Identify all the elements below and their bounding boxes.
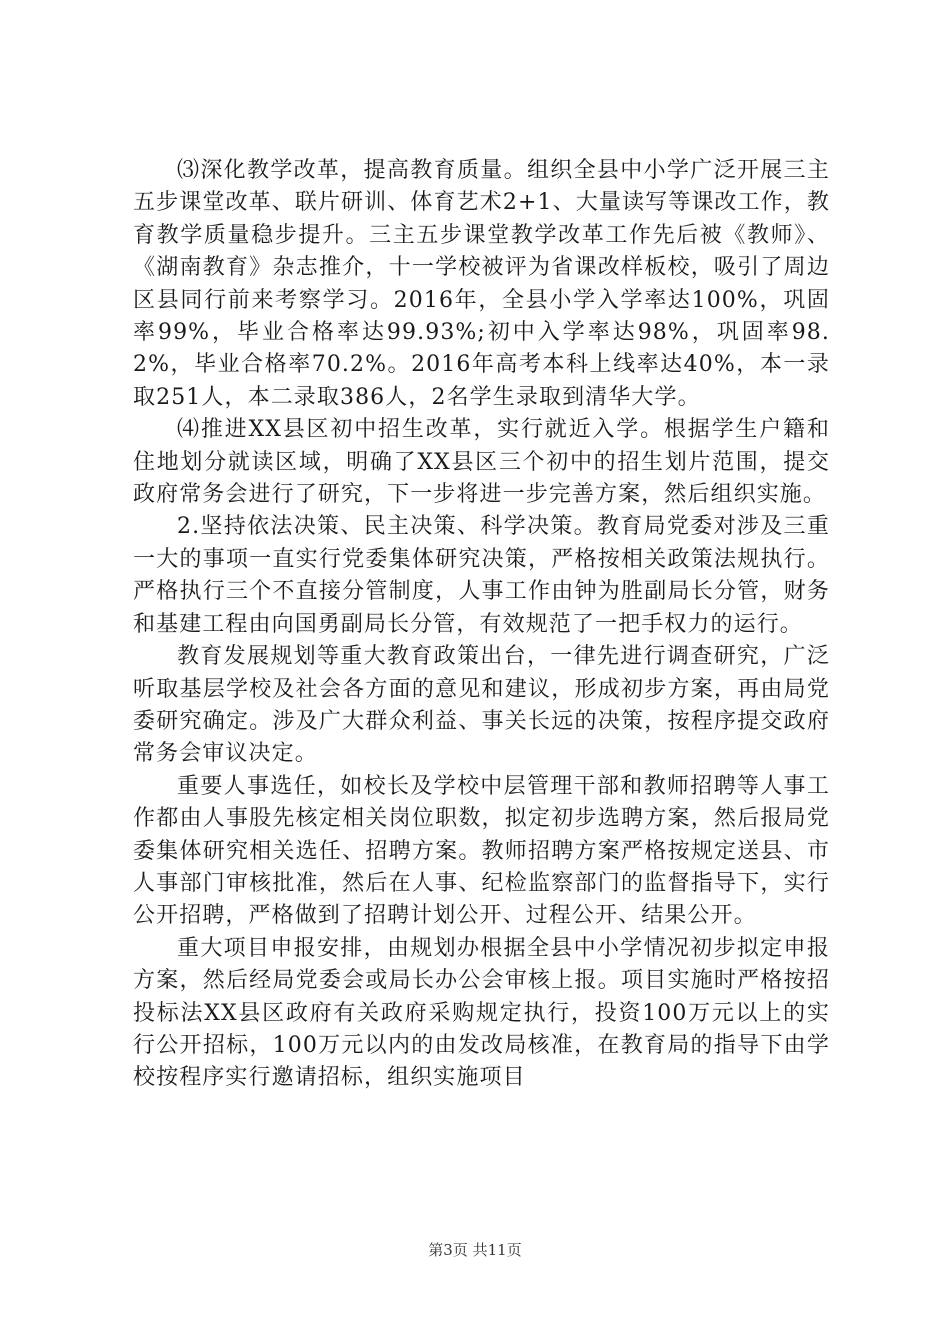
paragraph-teaching-reform: ⑶深化教学改革，提高教育质量。组织全县中小学广泛开展三主五步课堂改革、联片研训、体育艺术2+1、大量读写等课改工作，教育教学质量稳步提升。三主五步课堂教学改革工作先后被《教师》、《湖南教育》杂志推介，十一学校被评为省课改样板校，吸引了周边区县同行前来考察学习。2016年，全县小学入学率达100%，巩固率99%，毕业合格率达99.93%;初中入学率达98%，巩固率98.2%，毕业合格率70.2%。2016年高考本科上线率达40%，本一录取251人，本二录取386人，2名学生录取到清华大学。 bbox=[133, 158, 830, 410]
document-body bbox=[133, 155, 830, 1095]
page-number-footer: 第3页 共11页 bbox=[428, 1241, 522, 1259]
paragraph-enrollment-reform: ⑷推进XX县区初中招生改革，实行就近入学。根据学生户籍和住地划分就读区域，明确了XX县区三个初中的招生划片范围，提交政府常务会进行了研究，下一步将进一步完善方案，然后组织实施。 bbox=[133, 417, 830, 508]
paragraph-major-projects: 重大项目申报安排，由规划办根据全县中小学情况初步拟定申报方案，然后经局党委会或局长办公会审核上报。项目实施时严格按招投标法XX县区政府有关政府采购规定执行，投资100万元以上的实行公开招标，100万元以内的由发改局核准，在教育局的指导下由学校按程序实行邀请招标，组织实施项目 bbox=[133, 935, 830, 1091]
paragraph-education-policy: 教育发展规划等重大教育政策出台，一律先进行调查研究，广泛听取基层学校及社会各方面的意见和建议，形成初步方案，再由局党委研究确定。涉及广大群众利益、事关长远的决策，按程序提交政府常务会审议决定。 bbox=[133, 644, 830, 767]
paragraph-personnel-selection: 重要人事选任，如校长及学校中层管理干部和教师招聘等人事工作都由人事股先核定相关岗位职数，拟定初步选聘方案，然后报局党委集体研究相关选任、招聘方案。教师招聘方案严格按规定送县、市人事部门审核批准，然后在人事、纪检监察部门的监督指导下，实行公开招聘，严格做到了招聘计划公开、过程公开、结果公开。 bbox=[133, 773, 830, 929]
paragraph-decision-making: 2.坚持依法决策、民主决策、科学决策。教育局党委对涉及三重一大的事项一直实行党委集体研究决策，严格按相关政策法规执行。严格执行三个不直接分管制度，人事工作由钟为胜副局长分管，财务和基建工程由向国勇副局长分管，有效规范了一把手权力的运行。 bbox=[133, 514, 830, 637]
